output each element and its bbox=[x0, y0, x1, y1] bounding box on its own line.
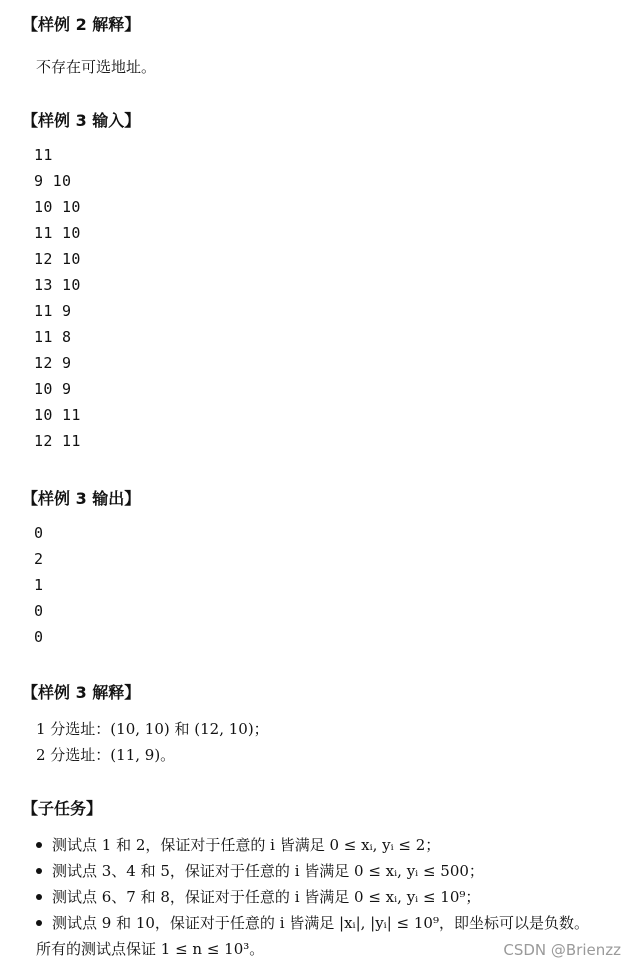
subtask-item-text: 测试点 1 和 2，保证对于任意的 i 皆满足 0 ≤ xᵢ, yᵢ ≤ 2； bbox=[52, 836, 441, 854]
sample3-input-line: 10 11 bbox=[34, 406, 81, 424]
subtask-item bbox=[36, 834, 440, 855]
sample3-input-line: 11 9 bbox=[34, 302, 72, 320]
subtask-item-text: 测试点 3、4 和 5，保证对于任意的 i 皆满足 0 ≤ xᵢ, yᵢ ≤ 500； bbox=[52, 862, 484, 880]
subtask-item-text: 测试点 6、7 和 8，保证对于任意的 i 皆满足 0 ≤ xᵢ, yᵢ ≤ 10⁹； bbox=[52, 888, 481, 906]
sample3-explain-line: 2 分选址：(11, 9)。 bbox=[36, 746, 176, 764]
subtask-item bbox=[36, 886, 480, 907]
sample3-output-line: 0 bbox=[34, 628, 44, 646]
bullet-icon bbox=[36, 842, 42, 848]
subtasks-heading: 【子任务】 bbox=[22, 799, 103, 818]
sample3-input-line: 12 9 bbox=[34, 354, 72, 372]
sample3-output-line: 0 bbox=[34, 602, 44, 620]
sample3-input-heading: 【样例 3 输入】 bbox=[22, 111, 141, 130]
subtasks-footer: 所有的测试点保证 1 ≤ n ≤ 10³。 bbox=[36, 940, 265, 958]
bullet-icon bbox=[36, 920, 42, 926]
sample3-output-line: 1 bbox=[34, 576, 44, 594]
bullet-icon bbox=[36, 894, 42, 900]
watermark: CSDN @Brienzz bbox=[503, 941, 621, 959]
sample3-explain-heading: 【样例 3 解释】 bbox=[22, 683, 141, 702]
sample3-input-line: 10 10 bbox=[34, 198, 81, 216]
sample3-input-line: 11 bbox=[34, 146, 53, 164]
sample3-explain-line: 1 分选址：(10, 10) 和 (12, 10)； bbox=[36, 720, 269, 738]
sample3-input-line: 12 10 bbox=[34, 250, 81, 268]
sample3-output-heading: 【样例 3 输出】 bbox=[22, 489, 141, 508]
bullet-icon bbox=[36, 868, 42, 874]
sample3-output-line: 2 bbox=[34, 550, 44, 568]
sample2-explain-heading: 【样例 2 解释】 bbox=[22, 15, 141, 34]
sample3-input-line: 9 10 bbox=[34, 172, 72, 190]
sample3-output-line: 0 bbox=[34, 524, 44, 542]
subtask-item bbox=[36, 860, 484, 881]
subtask-item-text: 测试点 9 和 10，保证对于任意的 i 皆满足 |xᵢ|, |yᵢ| ≤ 10⁹，即坐标可以是负数。 bbox=[52, 914, 589, 932]
sample3-input-line: 13 10 bbox=[34, 276, 81, 294]
sample3-input-line: 11 8 bbox=[34, 328, 72, 346]
subtask-item bbox=[36, 912, 589, 933]
sample3-input-line: 12 11 bbox=[34, 432, 81, 450]
sample3-input-line: 11 10 bbox=[34, 224, 81, 242]
sample3-input-line: 10 9 bbox=[34, 380, 72, 398]
sample2-explain-text: 不存在可选地址。 bbox=[36, 58, 157, 76]
